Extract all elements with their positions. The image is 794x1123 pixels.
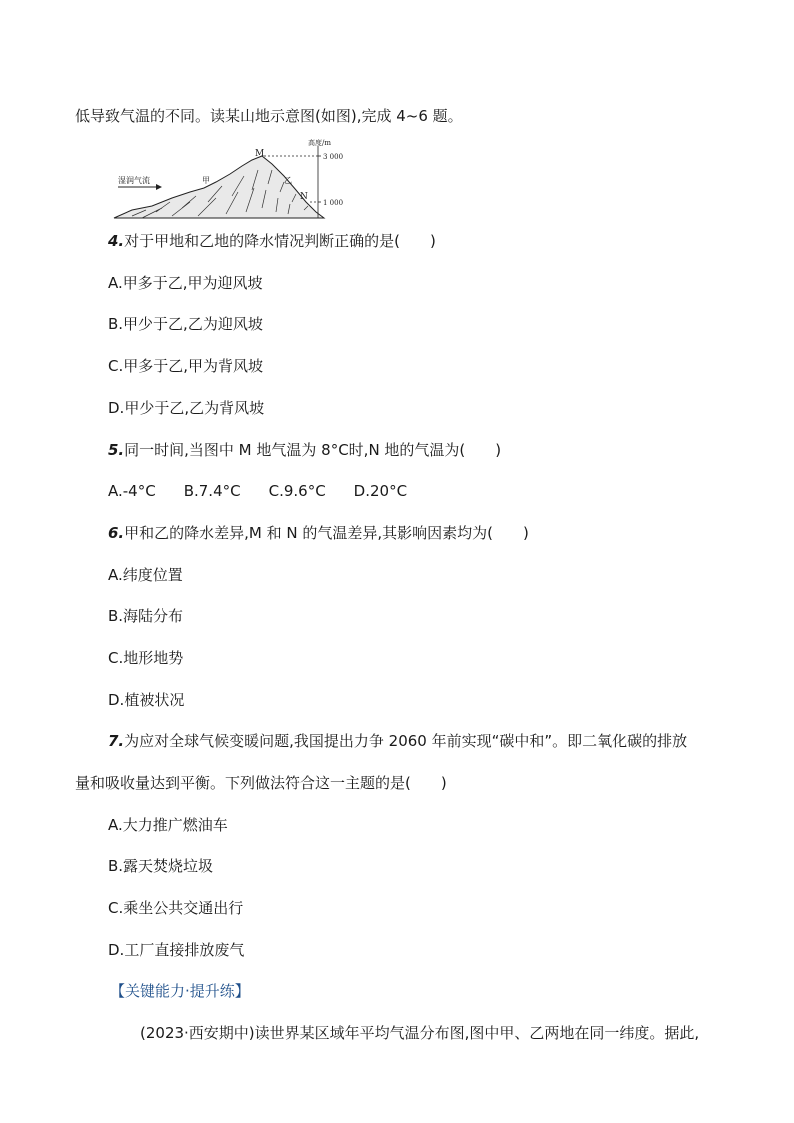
question-5 xyxy=(108,440,501,460)
q7-number: 7. xyxy=(108,732,125,750)
q5-option-b: B.7.4°C xyxy=(183,482,241,500)
axis-unit-label: 高度/m xyxy=(308,139,331,147)
q5-option-d: D.20°C xyxy=(353,482,408,500)
q7-option-a: A.大力推广燃油车 xyxy=(108,816,228,834)
mountain-figure xyxy=(112,136,352,220)
label-n: N xyxy=(300,192,308,202)
tick-3000: 3 000 xyxy=(323,153,344,161)
section-header: 【关键能力·提升练】 xyxy=(110,982,250,1000)
q7-stem-2: 量和吸收量达到平衡。下列做法符合这一主题的是( ) xyxy=(75,774,447,792)
q4-stem: 对于甲地和乙地的降水情况判断正确的是( ) xyxy=(124,232,436,250)
q7-stem-1: 为应对全球气候变暖问题,我国提出力争 2060 年前实现“碳中和”。即二氧化碳的排放 xyxy=(124,732,688,750)
next-question-intro: (2023·西安期中)读世界某区域年平均气温分布图,图中甲、乙两地在同一纬度。据此, xyxy=(140,1024,700,1042)
q4-number: 4. xyxy=(108,232,125,250)
question-7-line-1 xyxy=(108,731,687,751)
q7-option-d: D.工厂直接排放废气 xyxy=(108,941,245,959)
q5-options xyxy=(108,481,435,501)
q4-option-b: B.甲少于乙,乙为迎风坡 xyxy=(108,315,263,333)
peak-label-m: M xyxy=(255,149,265,159)
question-6 xyxy=(108,523,529,543)
intro-text: 低导致气温的不同。读某山地示意图(如图),完成 4~6 题。 xyxy=(75,107,463,125)
q4-option-d: D.甲少于乙,乙为背风坡 xyxy=(108,399,265,417)
tick-1000: 1 000 xyxy=(323,199,344,207)
q5-number: 5. xyxy=(108,441,125,459)
label-jia: 甲 xyxy=(202,176,210,185)
q6-option-d: D.植被状况 xyxy=(108,691,185,709)
q7-option-b: B.露天焚烧垃圾 xyxy=(108,857,214,875)
q6-number: 6. xyxy=(108,524,125,542)
q5-option-c: C.9.6°C xyxy=(268,482,326,500)
q6-option-a: A.纬度位置 xyxy=(108,566,183,584)
q5-option-a: A.-4°C xyxy=(108,482,156,500)
q7-option-c: C.乘坐公共交通出行 xyxy=(108,899,244,917)
label-yi: 乙 xyxy=(284,176,292,185)
q6-stem: 甲和乙的降水差异,M 和 N 的气温差异,其影响因素均为( ) xyxy=(124,524,529,542)
airflow-label: 湿润气流 xyxy=(118,176,150,185)
q4-option-a: A.甲多于乙,甲为迎风坡 xyxy=(108,274,263,292)
question-4 xyxy=(108,231,436,251)
q4-option-c: C.甲多于乙,甲为背风坡 xyxy=(108,357,264,375)
q6-option-c: C.地形地势 xyxy=(108,649,184,667)
q5-stem: 同一时间,当图中 M 地气温为 8°C时,N 地的气温为( ) xyxy=(124,441,502,459)
q6-option-b: B.海陆分布 xyxy=(108,607,184,625)
